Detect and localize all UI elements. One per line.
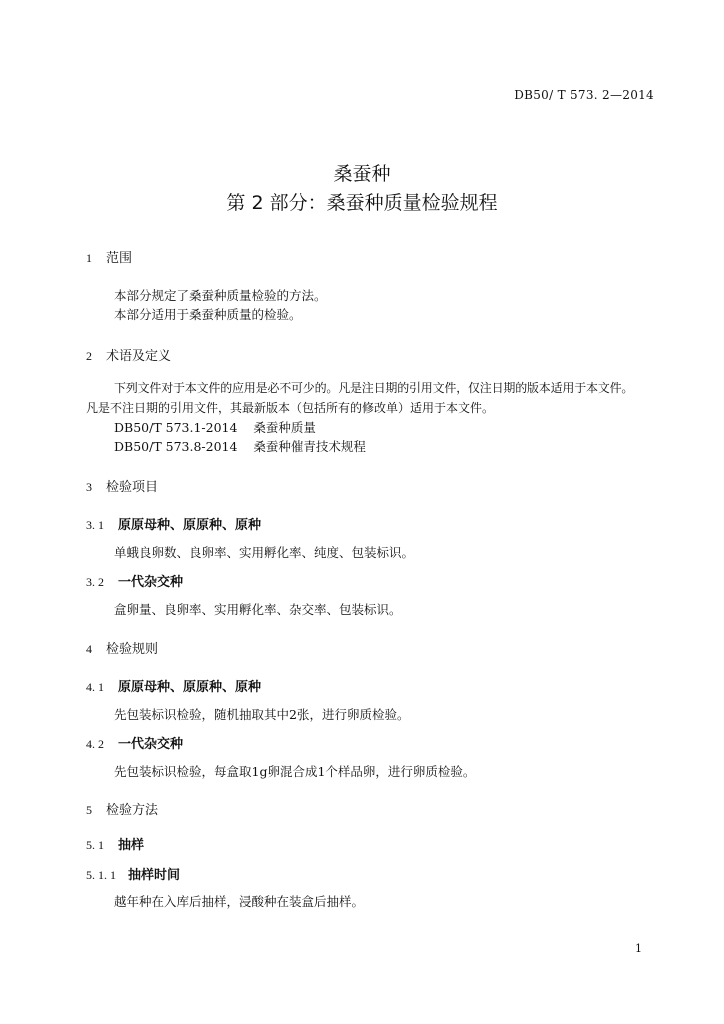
section-number: 2 <box>86 349 92 363</box>
section-title: 检验项目 <box>106 480 159 495</box>
section-heading-4 <box>86 638 158 657</box>
subsubsection-title: 抽样时间 <box>128 868 181 883</box>
paragraph: 本部分适用于桑蚕种质量的检验。 <box>114 307 302 322</box>
document-subtitle: 第 2 部分：桑蚕种质量检验规程 <box>226 192 498 214</box>
paragraph: 越年种在入库后抽样，浸酸种在装盒后抽样。 <box>114 894 365 909</box>
paragraph: 凡是不注日期的引用文件，其最新版本（包括所有的修改单）适用于本文件。 <box>86 401 495 415</box>
subsection-number: 4. 1 <box>86 680 104 694</box>
subsection-title: 一代杂交种 <box>118 737 184 752</box>
paragraph: 先包装标识检验，每盒取1g卵混合成1个样品卵，进行卵质检验。 <box>114 764 476 779</box>
reference-item: DB50/T 573.8-2014 桑蚕种催青技术规程 <box>114 439 366 454</box>
section-title: 检验方法 <box>106 803 159 818</box>
subsection-title: 原原母种、原原种、原种 <box>118 518 262 533</box>
subsection-heading-4-1 <box>86 676 261 695</box>
subsection-title: 一代杂交种 <box>118 575 184 590</box>
subsection-heading-3-1 <box>86 514 261 533</box>
section-number: 4 <box>86 642 92 656</box>
subsubsection-number: 5. 1. 1 <box>86 868 116 882</box>
section-title: 检验规则 <box>106 642 159 657</box>
subsection-heading-4-2 <box>86 733 183 752</box>
section-number: 3 <box>86 480 92 494</box>
section-number: 5 <box>86 803 92 817</box>
paragraph: 盒卵量、良卵率、实用孵化率、杂交率、包装标识。 <box>114 602 402 617</box>
section-heading-2 <box>86 345 171 364</box>
section-heading-1 <box>86 247 132 266</box>
section-heading-5 <box>86 799 158 818</box>
section-title: 范围 <box>106 251 133 266</box>
subsection-title: 原原母种、原原种、原种 <box>118 680 262 695</box>
page-number: 1 <box>635 942 642 955</box>
paragraph: 先包装标识检验，随机抽取其中2张，进行卵质检验。 <box>114 707 410 722</box>
subsection-number: 5. 1 <box>86 838 104 852</box>
paragraph: 下列文件对于本文件的应用是必不可少的。凡是注日期的引用文件，仅注日期的版本适用于本文件。 <box>114 381 634 395</box>
subsection-title: 抽样 <box>118 838 145 853</box>
subsection-number: 3. 2 <box>86 575 104 589</box>
subsubsection-heading-5-1-1 <box>86 864 180 883</box>
section-title: 术语及定义 <box>106 349 172 364</box>
standard-code: DB50/ T 573. 2—2014 <box>514 88 654 102</box>
section-number: 1 <box>86 251 92 265</box>
section-heading-3 <box>86 476 158 495</box>
subsection-number: 4. 2 <box>86 737 104 751</box>
paragraph: 单蛾良卵数、良卵率、实用孵化率、纯度、包装标识。 <box>114 545 415 560</box>
subsection-heading-5-1 <box>86 834 144 853</box>
subsection-number: 3. 1 <box>86 518 104 532</box>
reference-item: DB50/T 573.1-2014 桑蚕种质量 <box>114 420 316 435</box>
paragraph: 本部分规定了桑蚕种质量检验的方法。 <box>114 288 327 303</box>
subsection-heading-3-2 <box>86 571 183 590</box>
document-title: 桑蚕种 <box>333 163 391 185</box>
